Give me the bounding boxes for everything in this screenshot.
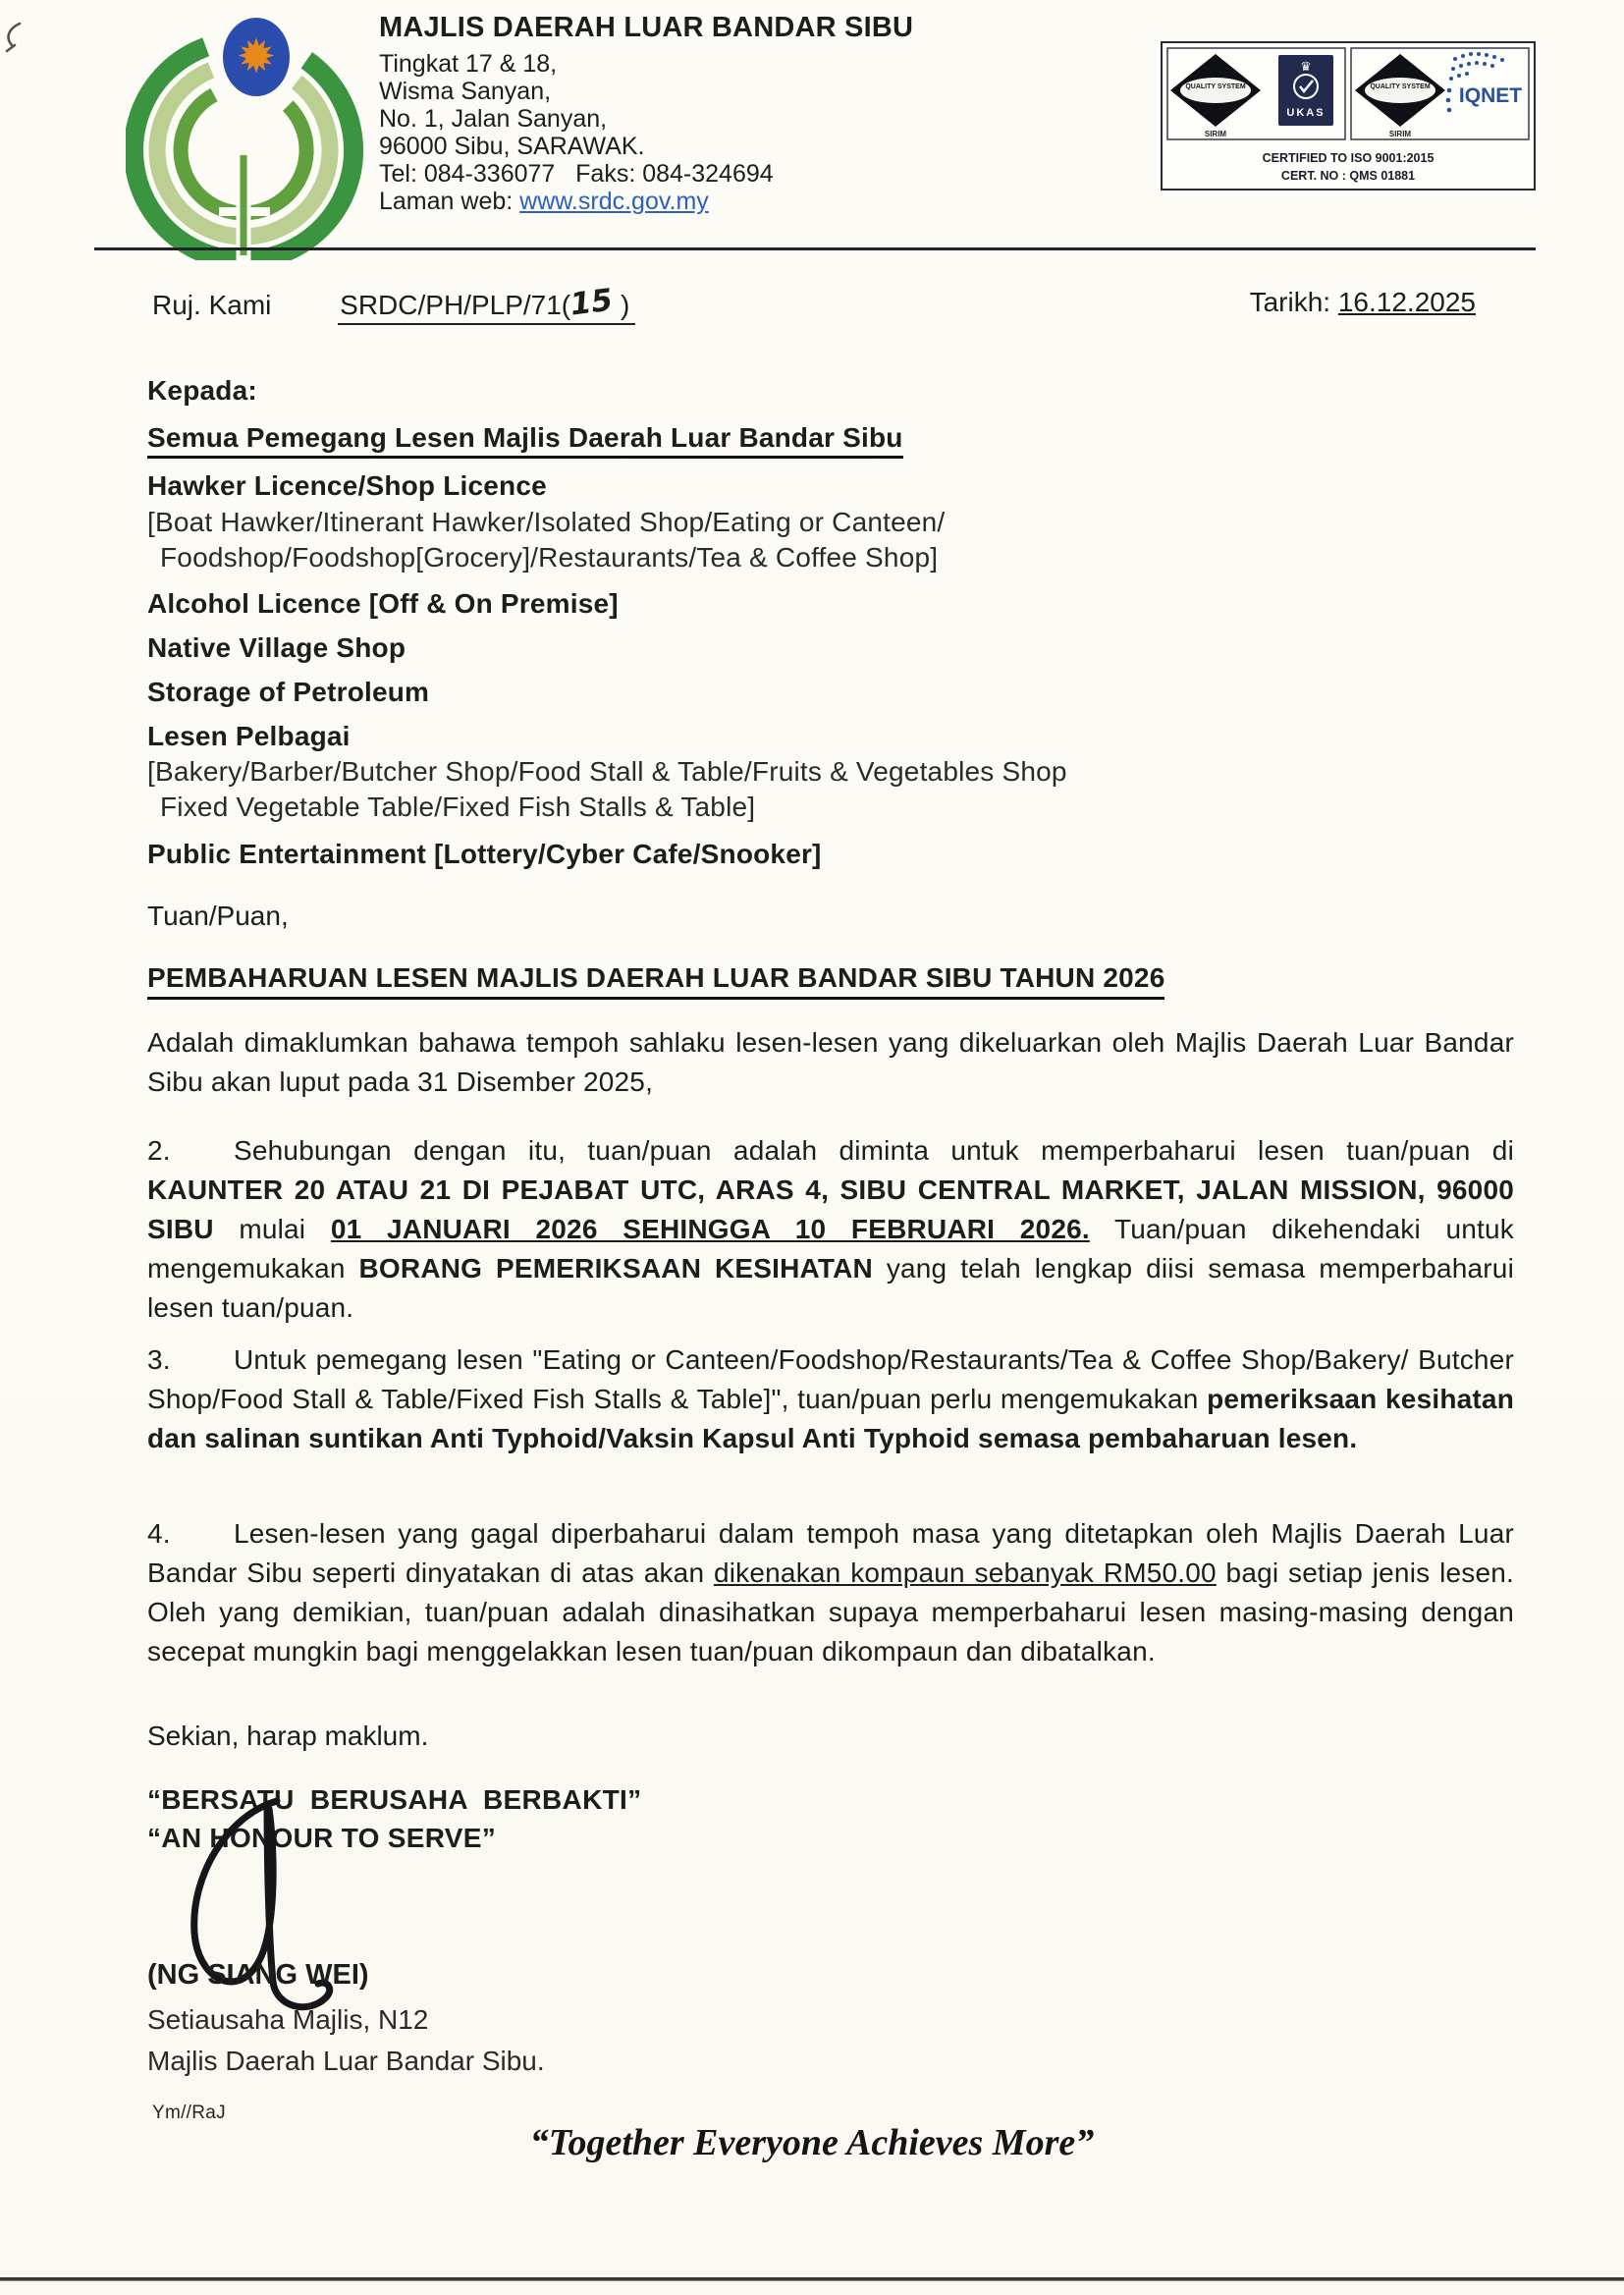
web-label: Laman web: [379,188,520,215]
letterhead [379,12,913,215]
scan-edge-line-2 [0,2280,1624,2281]
handwritten-number: 15 [568,282,616,323]
svg-text:UKAS: UKAS [1286,107,1326,119]
cert-line2: CERT. NO : QMS 01881 [1280,169,1416,183]
certification-box [1161,41,1536,191]
svg-text:SIRIM: SIRIM [1388,130,1412,138]
ref-label: Ruj. Kami [152,290,272,320]
date-value: 16.12.2025 [1337,287,1476,317]
paragraph-4: 4. Lesen-lesen yang gagal diperbaharui dalam tempoh masa yang ditetapkan oleh Majlis Daerah Luar Bandar Sibu seperti dinyatakan di atas akan dikenakan kompaun sebanyak RM50.00 bagi setiap jenis lesen. Oleh yang demikian, tuan/puan adalah dinasihatkan supaya memperbaharui lesen masing-masing dengan secepat mungkin bagi menggelakkan lesen tuan/puan dikompaun dan dibatalkan. [147,1518,1515,1667]
licence-item: Foodshop/Foodshop[Grocery]/Restaurants/Tea & Coffee Shop] [160,542,939,573]
licence-item: Hawker Licence/Shop Licence [147,470,547,501]
signatory-title-1: Setiausaha Majlis, N12 [147,2004,429,2035]
salutation: Tuan/Puan, [147,901,289,931]
tel-fax-line: Tel: 084-336077 Faks: 084-324694 [379,160,774,188]
paragraph-3: 3. Untuk pemegang lesen "Eating or Canteen/Foodshop/Restaurants/Tea & Coffee Shop/Bakery/ Butcher Shop/Food Stall & Table/Fixed Fish Stalls & Table]", tuan/puan perlu mengemukakan pemeriksaan kesihatan dan salinan suntikan Anti Typhoid/Vaksin Kapsul Anti Typhoid semasa pembaharuan lesen. [147,1344,1514,1453]
kepada-label: Kepada: [147,375,257,406]
pen-mark [2,20,31,63]
recipient-line: Semua Pemegang Lesen Majlis Daerah Luar Bandar Sibu [147,422,903,454]
address-line: No. 1, Jalan Sanyan, [379,105,608,133]
sekian-line: Sekian, harap maklum. [147,1721,429,1751]
paragraph-1: Adalah dimaklumkan bahawa tempoh sahlaku lesen-lesen yang dikeluarkan oleh Majlis Daerah Luar Bandar Sibu akan luput pada 31 Disember 2025, [147,1027,1514,1097]
footer-slogan: “Together Everyone Achieves More” [529,2122,1095,2163]
signatory-title-2: Majlis Daerah Luar Bandar Sibu. [147,2046,545,2076]
motto-line-2: “AN HONOUR TO SERVE” [147,1823,497,1853]
signatory-name: (NG SIANG WEI) [147,1959,369,1991]
licence-item: Native Village Shop [147,632,406,663]
licence-item: Alcohol Licence [Off & On Premise] [147,588,619,619]
ukas-mark [1278,55,1333,126]
ref-number: SRDC/PH/PLP/71(15 ) [338,290,635,325]
council-logo [126,10,366,260]
address-line: 96000 Sibu, SARAWAK. [379,133,645,160]
licence-item: Public Entertainment [Lottery/Cyber Cafe/Snooker] [147,839,822,869]
website-link: www.srdc.gov.my [519,188,709,215]
address-line: Wisma Sanyan, [379,78,552,105]
svg-text:SIRIM: SIRIM [1204,130,1227,138]
svg-text:QUALITY SYSTEM: QUALITY SYSTEM [1185,83,1246,90]
svg-text:IQNET: IQNET [1458,84,1523,107]
svg-text:♛: ♛ [1300,60,1312,75]
licence-item: Storage of Petroleum [147,677,430,707]
motto-line-1: “BERSATU BERUSAHA BERBAKTI” [147,1784,642,1815]
org-name: MAJLIS DAERAH LUAR BANDAR SIBU [379,12,914,43]
svg-text:QUALITY SYSTEM: QUALITY SYSTEM [1370,83,1431,90]
reference-row [152,282,1476,323]
logo-starburst-icon: ✹ [236,29,277,84]
header-rule [94,247,1536,250]
subject-line: PEMBAHARUAN LESEN MAJLIS DAERAH LUAR BANDAR SIBU TAHUN 2026 [147,962,1164,994]
address-line: Tingkat 17 & 18, [379,50,558,78]
cert-line1: CERTIFIED TO ISO 9001:2015 [1262,151,1435,165]
typist-initials: Ym//RaJ [152,2103,226,2123]
licence-item: [Boat Hawker/Itinerant Hawker/Isolated Shop/Eating or Canteen/ [147,507,946,537]
date-label: Tarikh: [1249,287,1338,317]
paragraph-2: 2. Sehubungan dengan itu, tuan/puan adalah diminta untuk memperbaharui lesen tuan/puan di KAUNTER 20 ATAU 21 DI PEJABAT UTC, ARAS 4, SIBU CENTRAL MARKET, JALAN MISSION, 96000 SIBU mulai 01 JANUARI 2026 SEHINGGA 10 FEBRUARI 2026. Tuan/puan dikehendaki untuk mengemukakan BORANG PEMERIKSAAN KESIHATAN yang telah lengkap diisi semasa memperbaharui lesen tuan/puan. [147,1135,1515,1323]
licence-item: Lesen Pelbagai [147,721,351,751]
licence-item: [Bakery/Barber/Butcher Shop/Food Stall & Table/Fruits & Vegetables Shop [147,756,1067,787]
licence-item: Fixed Vegetable Table/Fixed Fish Stalls & Table] [160,792,756,822]
date-field [1250,287,1476,318]
web-line [379,188,913,215]
